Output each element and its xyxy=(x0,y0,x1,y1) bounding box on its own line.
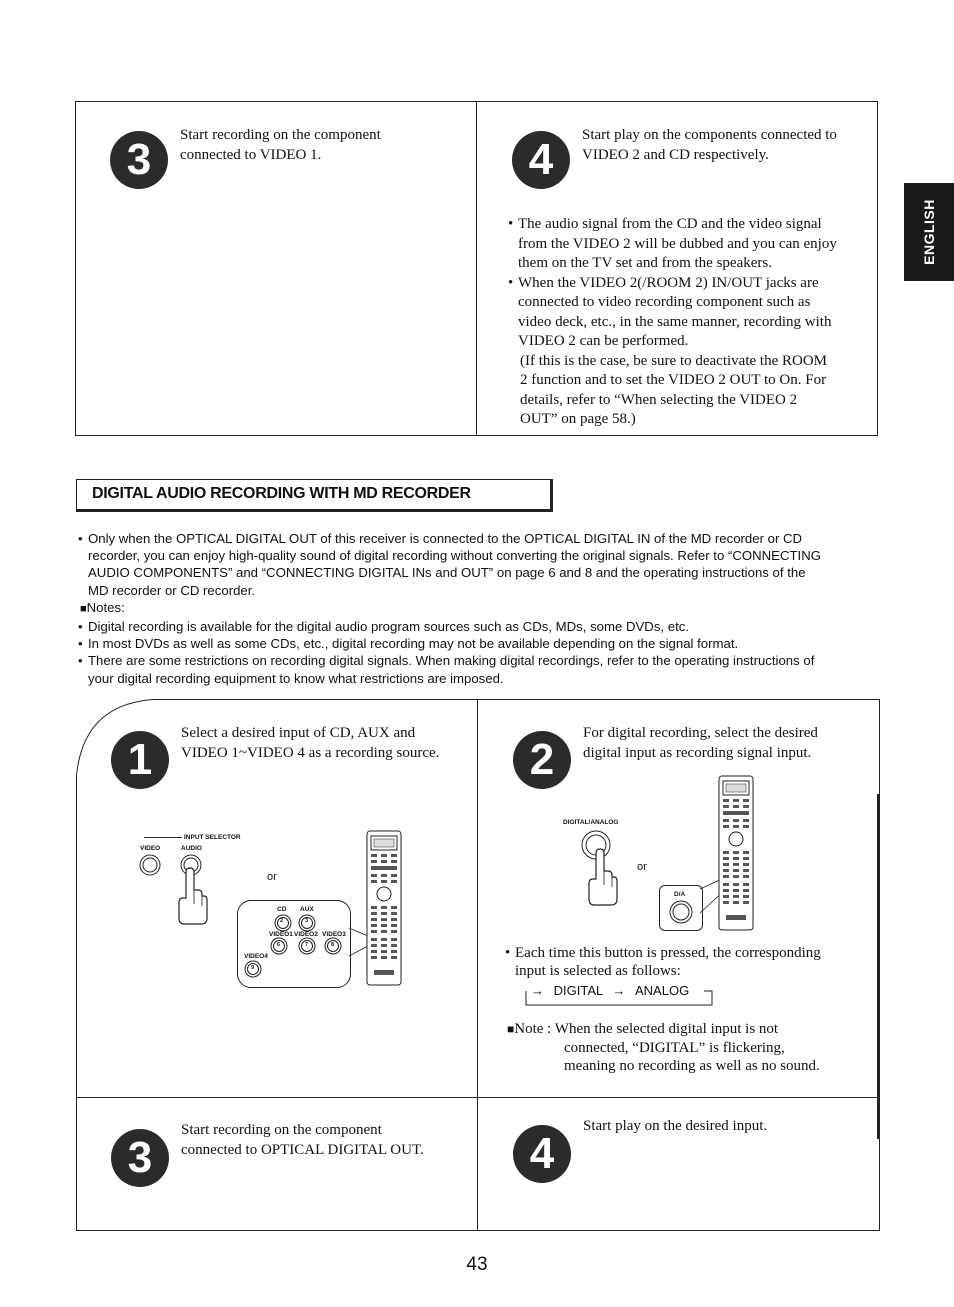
bottom-steps-divider-vertical xyxy=(477,699,478,1230)
or-label: or xyxy=(267,871,277,883)
arrow-right-icon: → xyxy=(531,983,544,998)
video-label: VIDEO xyxy=(140,845,161,852)
key-2: 2 xyxy=(280,918,284,924)
list-item: • In most DVDs as well as some CDs, etc., digital recording may not be available depending on the signal format. xyxy=(78,636,739,652)
step-3b-badge: 3 xyxy=(111,1129,169,1187)
step-2-badge: 2 xyxy=(513,731,571,789)
video2-key-label: VIDEO2 xyxy=(294,931,318,938)
list-item: • Each time this button is pressed, the corresponding input is selected as follows: xyxy=(505,945,821,979)
list-item: • There are some restrictions on recording digital signals. When making digital recordings, refer to the operating instructions of your digital recording equipment to know what restrictions are imposed. xyxy=(78,653,815,686)
square-bullet-icon: ■ xyxy=(507,1022,515,1036)
list-item: • Digital recording is available for the digital audio program sources such as CDs, MDs, some DVDs, etc. xyxy=(78,619,690,635)
key-7: 7 xyxy=(305,942,309,948)
video1-key-label: VIDEO1 xyxy=(269,931,293,938)
step-3-text: Start recording on the component connected to VIDEO 1. xyxy=(180,127,381,163)
zoom-pointer-lines xyxy=(330,926,370,966)
list-item: • Only when the OPTICAL DIGITAL OUT of this receiver is connected to the OPTICAL DIGITAL IN of the MD recorder or CD recorder, you can enjoy high-quality sound of digital recording without converting the original signals. Refer to “CONNECTING AUDIO COMPONENTS” and “CONNECTING DIGITAL INs and OUT” on page 6 and 8 and the operating instructions of the MD recorder or CD recorder. xyxy=(78,531,822,598)
step-4b-text: Start play on the desired input. xyxy=(583,1118,768,1134)
da-key-button xyxy=(668,899,694,925)
step-3b-text: Start recording on the component connected to OPTICAL DIGITAL OUT. xyxy=(181,1122,424,1158)
top-steps-divider xyxy=(476,101,477,436)
input-selector-illustration xyxy=(130,826,420,996)
cycle-analog: ANALOG xyxy=(635,983,690,998)
arrow-right-icon: → xyxy=(612,983,626,998)
step-4b-badge: 4 xyxy=(513,1125,571,1183)
page-number: 43 xyxy=(466,1254,488,1275)
video4-key-label: VIDEO4 xyxy=(244,953,268,960)
square-bullet-icon: ■ xyxy=(80,602,87,615)
remote-control-icon xyxy=(718,775,754,931)
top-notes xyxy=(508,215,863,430)
cd-key-label: CD xyxy=(277,906,287,913)
language-tab: ENGLISH xyxy=(904,183,954,281)
step-4-text: Start play on the components connected to VIDEO 2 and CD respectively. xyxy=(582,127,837,163)
input-cycle xyxy=(531,983,689,998)
step-2-bullet xyxy=(505,945,860,980)
step-2-text: For digital recording, select the desired digital input as recording signal input. xyxy=(583,725,818,761)
digital-analog-illustration xyxy=(560,775,800,935)
parenthetical-note: (If this is the case, be sure to deactivate the ROOM 2 function and to set the VIDEO 2 OUT to On. For details, refer to “When selecting the VIDEO 2 OUT” on page 58.) xyxy=(520,352,827,427)
or-label: or xyxy=(637,861,647,873)
step-1-badge: 1 xyxy=(111,731,169,789)
notes-heading: ■Notes: xyxy=(80,599,125,615)
section-title: DIGITAL AUDIO RECORDING WITH MD RECORDER xyxy=(92,485,471,502)
step-2-note: ■Note : When the selected digital input is not connected, “DIGITAL” is flickering, meaning no recording as well as no sound. xyxy=(507,1021,820,1074)
cycle-digital: DIGITAL xyxy=(553,983,603,998)
key-3: 3 xyxy=(305,918,309,924)
step-4-badge: 4 xyxy=(512,131,570,189)
video3-key-label: VIDEO3 xyxy=(322,931,346,938)
pointing-hand-icon xyxy=(174,866,208,926)
key-9: 9 xyxy=(251,965,255,971)
step-3-badge: 3 xyxy=(110,131,168,189)
digital-analog-label: DIGITAL/ANALOG xyxy=(563,819,619,826)
input-selector-label: INPUT SELECTOR xyxy=(184,834,241,841)
divider xyxy=(144,837,182,838)
key-8: 8 xyxy=(331,942,335,948)
step-1-text: Select a desired input of CD, AUX and VIDEO 1~VIDEO 4 as a recording source. xyxy=(181,725,440,761)
section-intro xyxy=(78,530,888,687)
pointing-hand-icon xyxy=(584,847,618,907)
bottom-steps-divider-horizontal xyxy=(76,1097,879,1098)
remote-control-icon xyxy=(366,830,402,986)
aux-key-label: AUX xyxy=(300,906,314,913)
audio-label: AUDIO xyxy=(181,845,202,852)
list-item: • The audio signal from the CD and the video signal from the VIDEO 2 will be dubbed and you can enjoy them on the TV set and from the speakers. xyxy=(508,216,837,271)
key-6: 6 xyxy=(277,942,281,948)
list-item: • When the VIDEO 2(/ROOM 2) IN/OUT jacks are connected to video recording component such as video deck, etc., in the same manner, recording with VIDEO 2 can be performed. xyxy=(508,274,832,349)
da-key-label: D/A xyxy=(674,891,686,898)
